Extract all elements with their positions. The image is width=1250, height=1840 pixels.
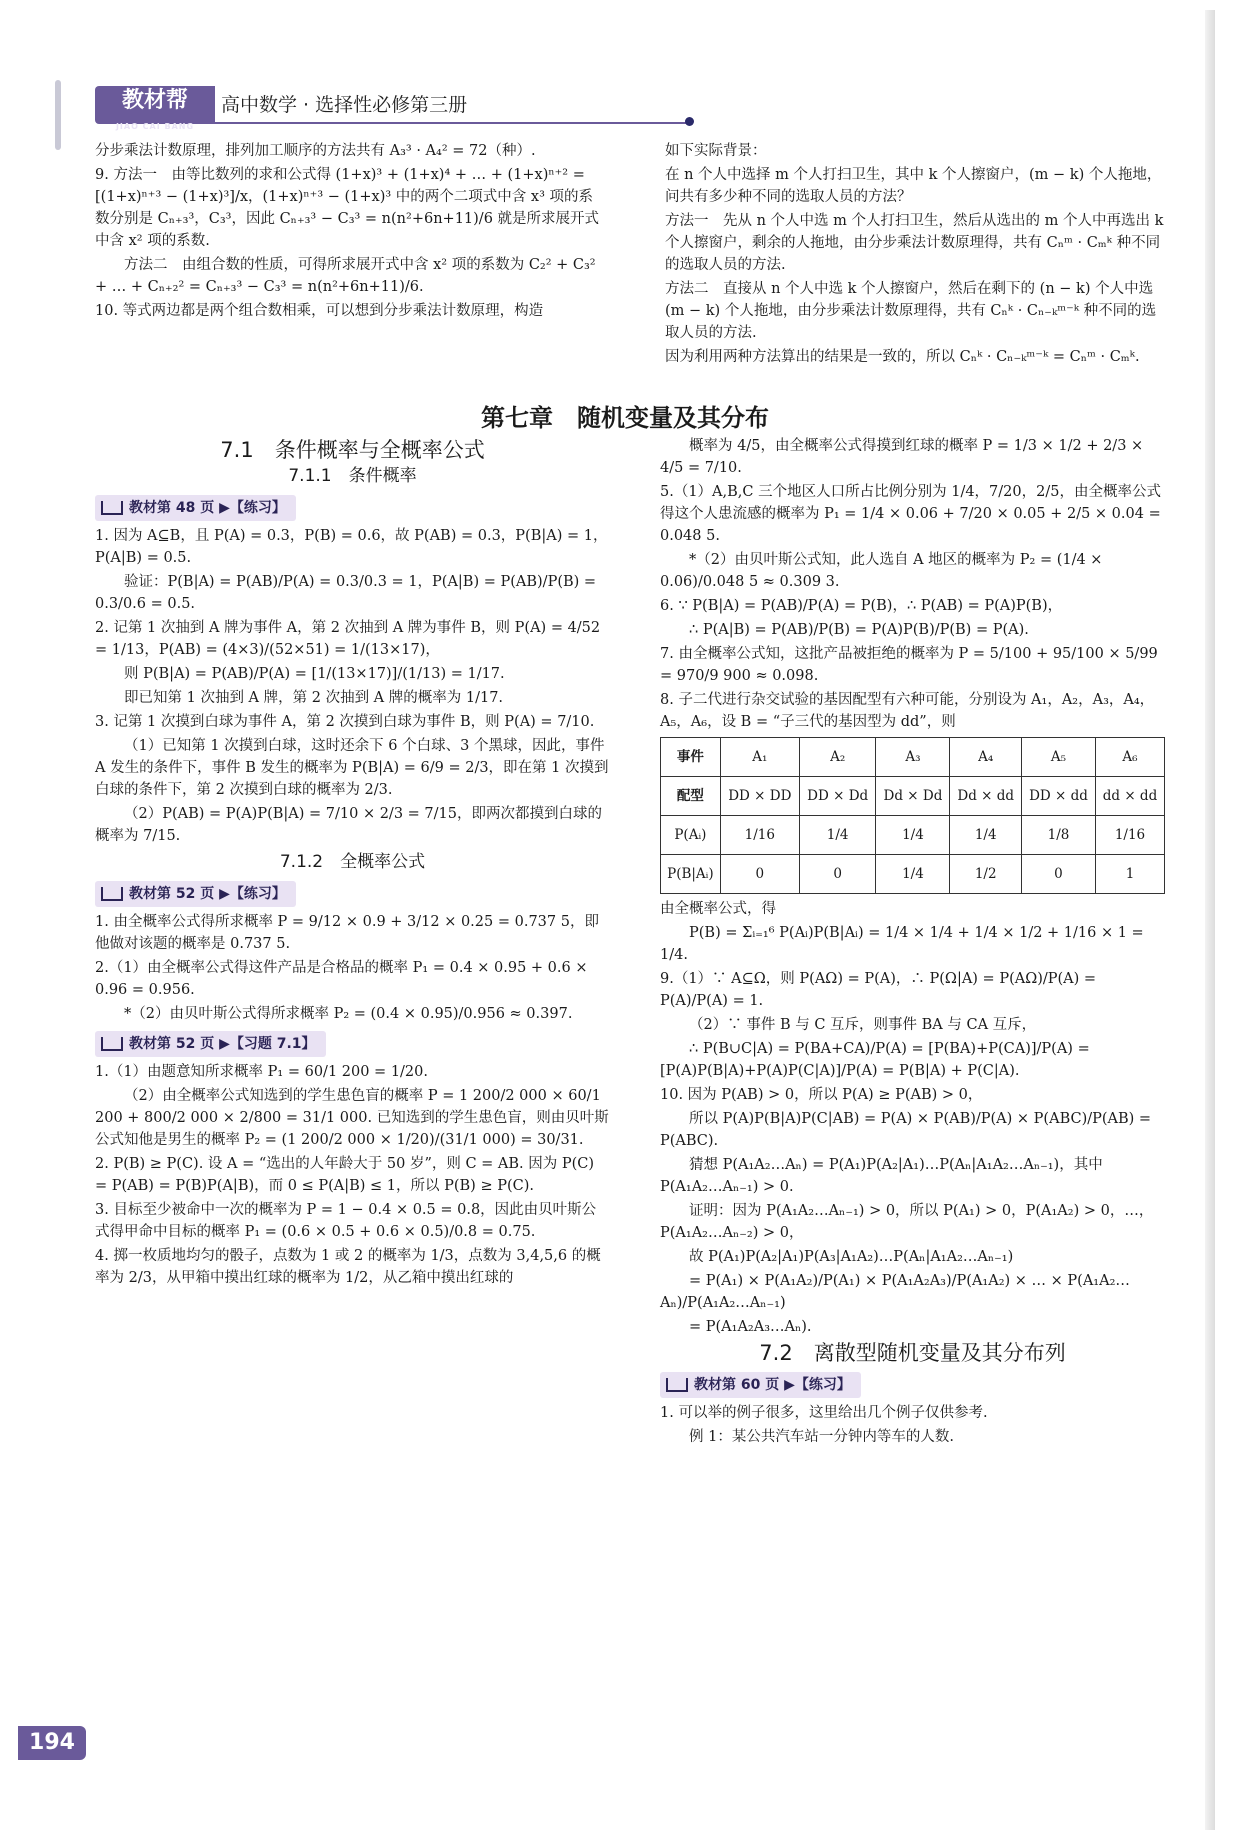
table-cell: 1/8 xyxy=(1021,816,1095,855)
table-header-cell: A₅ xyxy=(1021,738,1095,777)
answer-line: 验证：P(B|A) = P(AB)/P(A) = 0.3/0.3 = 1，P(A|B) = P(AB)/P(B) = 0.3/0.6 = 0.5. xyxy=(95,574,597,612)
section-7-1-2-title: 7.1.2 全概率公式 xyxy=(279,852,426,872)
table-cell: 0 xyxy=(799,855,876,894)
tag-label: 教材第 60 页 ▶【练习】 xyxy=(694,1377,851,1393)
page-spine-shadow xyxy=(1205,10,1215,1830)
answer-line: 概率为 4/5，由全概率公式得摸到红球的概率 P = 1/3 × 1/2 + 2/3 × 4/5 = 7/10. xyxy=(660,438,1144,476)
table-row xyxy=(661,777,1165,816)
answer-line: （1）已知第 1 次摸到白球，这时还余下 6 个白球、3 个黑球，因此，事件 A 发生的条件下，事件 B 发生的概率为 P(B|A) = 6/9 = 2/3，即在第 1 次摸到白球的条件下，第 2 次摸到白球的概率为 2/3. xyxy=(95,738,609,798)
table-row xyxy=(661,855,1165,894)
table-cell: 1/4 xyxy=(950,816,1022,855)
table-cell: 配型 xyxy=(661,777,721,816)
chapter-title: 第七章 随机变量及其分布 xyxy=(481,404,769,432)
table-cell: DD × DD xyxy=(720,777,799,816)
page-number: 194 xyxy=(18,1726,86,1760)
answer-line: 8. 子二代进行杂交试验的基因配型有六种可能，分别设为 A₁，A₂，A₃，A₄，A₅，A₆，设 B = “子三代的基因型为 dd”，则 xyxy=(660,692,1155,730)
book-icon xyxy=(101,887,123,901)
answer-line: 2. P(B) ≥ P(C). 设 A = “选出的人年龄大于 50 岁”，则 C = AB. 因为 P(C) = P(AB) = P(B)P(A|B)，而 0 ≤ P(A|B) ≤ 1，所以 P(B) ≥ P(C). xyxy=(95,1156,595,1194)
genotype-table xyxy=(660,737,1165,894)
table-cell: 1 xyxy=(1095,855,1164,894)
table-cell: 1/4 xyxy=(799,816,876,855)
book-icon xyxy=(101,501,123,515)
table-header-cell: A₃ xyxy=(876,738,950,777)
answer-line: （2）由全概率公式知选到的学生患色盲的概率 P = 1 200/2 000 × 60/1 200 + 800/2 000 × 2/800 = 31/1 000. 已知选到的学生患色盲，则由贝叶斯公式知他是男生的概率 P₂ = (1 200/2 000 × 1/20)/(31/1 000) = 30/31. xyxy=(95,1088,609,1148)
section-7-1-title: 7.1 条件概率与全概率公式 xyxy=(220,438,485,462)
answer-line: 1. 因为 A⊆B，且 P(A) = 0.3，P(B) = 0.6，故 P(AB) = 0.3，P(B|A) = 1，P(A|B) = 0.5. xyxy=(95,528,608,566)
book-title: 高中数学 · 选择性必修第三册 xyxy=(221,94,468,116)
table-cell: 1/4 xyxy=(876,855,950,894)
top-right-p4: 因为利用两种方法算出的结果是一致的，所以 Cₙᵏ · Cₙ₋ₖᵐ⁻ᵏ = Cₙᵐ · Cₘᵏ. xyxy=(665,349,1140,365)
answer-line: 4. 掷一枚质地均匀的骰子，点数为 1 或 2 的概率为 1/3，点数为 3,4,5,6 的概率为 2/3，从甲箱中摸出红球的概率为 1/2，从乙箱中摸出红球的 xyxy=(95,1248,601,1286)
answer-line: *（2）由贝叶斯公式知，此人选自 A 地区的概率为 P₂ = (1/4 × 0.06)/0.048 5 ≈ 0.309 3. xyxy=(660,552,1103,590)
table-header-cell: A₆ xyxy=(1095,738,1164,777)
table-cell: 1/16 xyxy=(720,816,799,855)
top-left-column xyxy=(95,140,605,324)
header-rule xyxy=(215,122,690,124)
table-cell: 1/16 xyxy=(1095,816,1164,855)
table-cell: P(Aᵢ) xyxy=(661,816,721,855)
section-7-2-title: 7.2 离散型随机变量及其分布列 xyxy=(759,1341,1066,1365)
answer-line: 2. 记第 1 次抽到 A 牌为事件 A，第 2 次抽到 A 牌为事件 B，则 P(A) = 4/52 = 1/13，P(AB) = (4×3)/(52×51) = 1/(13×17)， xyxy=(95,620,601,658)
answer-line: （2）∵ 事件 B 与 C 互斥，则事件 BA 与 CA 互斥， xyxy=(689,1017,1037,1033)
table-cell: dd × dd xyxy=(1095,777,1164,816)
book-icon xyxy=(101,1037,123,1051)
answer-line: ∴ P(A|B) = P(AB)/P(B) = P(A)P(B)/P(B) = P(A). xyxy=(689,622,1029,638)
tag-label: 教材第 52 页 ▶【习题 7.1】 xyxy=(129,1036,316,1052)
tag-label: 教材第 52 页 ▶【练习】 xyxy=(129,886,286,902)
answer-line: 3. 目标至少被命中一次的概率为 P = 1 − 0.4 × 0.5 = 0.8，因此由贝叶斯公式得甲命中目标的概率 P₁ = (0.6 × 0.5 + 0.6 × 0.5)/0.8 = 0.75. xyxy=(95,1202,597,1240)
top-right-p1: 在 n 个人中选择 m 个人打扫卫生，其中 k 个人擦窗户，(m − k) 个人拖地，问共有多少种不同的选取人员的方法？ xyxy=(665,167,1162,205)
table-cell: 0 xyxy=(1021,855,1095,894)
book-icon xyxy=(666,1378,688,1392)
answer-line: 7. 由全概率公式知，这批产品被拒绝的概率为 P = 5/100 + 95/100 × 5/99 = 970/9 900 ≈ 0.098. xyxy=(660,646,1158,684)
textbook-page-60-tag xyxy=(660,1372,861,1398)
answer-line: 证明：因为 P(A₁A₂…Aₙ₋₁) > 0，所以 P(A₁) > 0，P(A₁A₂) > 0，…，P(A₁A₂…Aₙ₋₂) > 0， xyxy=(660,1203,1154,1241)
table-cell: 1/4 xyxy=(876,816,950,855)
answer-line: 猜想 P(A₁A₂…Aₙ) = P(A₁)P(A₂|A₁)…P(Aₙ|A₁A₂…Aₙ₋₁)，其中 P(A₁A₂…Aₙ₋₁) > 0. xyxy=(660,1157,1103,1195)
textbook-page-52-exercise-tag xyxy=(95,1031,326,1057)
table-cell: DD × dd xyxy=(1021,777,1095,816)
textbook-page-52-tag xyxy=(95,881,296,907)
answer-line: 3. 记第 1 次摸到白球为事件 A，第 2 次摸到白球为事件 B，则 P(A) = 7/10. xyxy=(95,714,595,730)
answer-line: 1. 由全概率公式得所求概率 P = 9/12 × 0.9 + 3/12 × 0.25 = 0.737 5，即他做对该题的概率是 0.737 5. xyxy=(95,914,599,952)
tag-label: 教材第 48 页 ▶【练习】 xyxy=(129,500,286,516)
top-left-p1: 9. 方法一 由等比数列的求和公式得 (1+x)³ + (1+x)⁴ + … + (1+x)ⁿ⁺² = [(1+x)ⁿ⁺³ − (1+x)³]/x，(1+x)ⁿ⁺³ − (1+x)³ 中的两个二项式中含 x³ 项的系数分别是 Cₙ₊₃³，C₃³，因此 Cₙ₊₃³ − C₃³ = n(n²+6n+11)/6 就是所求展开式中含 x² 项的系数. xyxy=(95,167,600,249)
answer-line: ∴ P(B∪C|A) = P(BA+CA)/P(A) = [P(BA)+P(CA)]/P(A) = [P(A)P(B|A)+P(A)P(C|A)]/P(A) = P(B|A) + P(C|A). xyxy=(660,1041,1090,1079)
brand-name: 教材帮 xyxy=(121,88,188,113)
top-right-column xyxy=(665,140,1165,370)
answer-line: 例 1：某公共汽车站一分钟内等车的人数. xyxy=(689,1429,954,1445)
top-left-p0: 分步乘法计数原理，排列加工顺序的方法共有 A₃³ · A₄² = 72（种）. xyxy=(95,143,536,159)
table-cell: Dd × Dd xyxy=(876,777,950,816)
table-cell: Dd × dd xyxy=(950,777,1022,816)
table-header-cell: A₂ xyxy=(799,738,876,777)
table-cell: DD × Dd xyxy=(799,777,876,816)
page-header xyxy=(95,86,695,131)
header-dot xyxy=(685,117,694,126)
table-header-cell: A₁ xyxy=(720,738,799,777)
top-left-p2: 方法二 由组合数的性质，可得所求展开式中含 x² 项的系数为 C₂² + C₃² + … + Cₙ₊₂² = Cₙ₊₃³ − C₃³ = n(n²+6n+11)/6. xyxy=(95,257,596,295)
top-right-p0: 如下实际背景： xyxy=(665,143,767,159)
table-row xyxy=(661,816,1165,855)
answer-line: 所以 P(A)P(B|A)P(C|AB) = P(A) × P(AB)/P(A) × P(ABC)/P(AB) = P(ABC). xyxy=(660,1111,1152,1149)
top-right-p2: 方法一 先从 n 个人中选 m 个人打扫卫生，然后从选出的 m 个人中再选出 k 个人擦窗户，剩余的人拖地，由分步乘法计数原理得，共有 Cₙᵐ · Cₘᵏ 种不同的选取人员的方法. xyxy=(665,213,1164,273)
table-header-cell: 事件 xyxy=(661,738,721,777)
answer-line: 1. 可以举的例子很多，这里给出几个例子仅供参考. xyxy=(660,1405,988,1421)
table-cell: 0 xyxy=(720,855,799,894)
answer-line: = P(A₁A₂A₃…Aₙ). xyxy=(689,1319,812,1335)
answer-line: 1.（1）由题意知所求概率 P₁ = 60/1 200 = 1/20. xyxy=(95,1064,428,1080)
right-column xyxy=(660,435,1165,1450)
answer-line: *（2）由贝叶斯公式得所求概率 P₂ = (0.4 × 0.95)/0.956 ≈ 0.397. xyxy=(124,1006,573,1022)
top-right-p3: 方法二 直接从 n 个人中选 k 个人擦窗户，然后在剩下的 (n − k) 个人中选 (m − k) 个人拖地，由分步乘法计数原理得，共有 Cₙᵏ · Cₙ₋ₖᵐ⁻ᵏ 种不同的选取人员的方法. xyxy=(665,281,1157,341)
answer-line: 则 P(B|A) = P(AB)/P(A) = [1/(13×17)]/(1/13) = 1/17. xyxy=(124,666,505,682)
section-7-1-1-title: 7.1.1 条件概率 xyxy=(288,466,417,486)
answer-line: 由全概率公式，得 xyxy=(660,901,776,917)
brand-subtitle: JIAO CAI BANG xyxy=(115,122,195,131)
table-header-cell: A₄ xyxy=(950,738,1022,777)
answer-line: 6. ∵ P(B|A) = P(AB)/P(A) = P(B)，∴ P(AB) = P(A)P(B)， xyxy=(660,598,1063,614)
answer-line: 故 P(A₁)P(A₂|A₁)P(A₃|A₁A₂)…P(Aₙ|A₁A₂…Aₙ₋₁) xyxy=(689,1249,1014,1265)
answer-line: P(B) = Σᵢ₌₁⁶ P(Aᵢ)P(B|Aᵢ) = 1/4 × 1/4 + 1/4 × 1/2 + 1/16 × 1 = 1/4. xyxy=(660,925,1144,963)
textbook-page-48-tag xyxy=(95,495,296,521)
answer-line: 10. 因为 P(AB) > 0，所以 P(A) ≥ P(AB) > 0， xyxy=(660,1087,983,1103)
left-column xyxy=(95,435,610,1291)
answer-line: 9.（1）∵ A⊆Ω，则 P(AΩ) = P(A)，∴ P(Ω|A) = P(AΩ)/P(A) = P(A)/P(A) = 1. xyxy=(660,971,1097,1009)
answer-line: 即已知第 1 次抽到 A 牌，第 2 次抽到 A 牌的概率为 1/17. xyxy=(124,690,504,706)
bookmark-clip-icon xyxy=(55,80,61,150)
answer-line: 5.（1）A,B,C 三个地区人口所占比例分别为 1/4，7/20，2/5，由全概率公式得这个人患流感的概率为 P₁ = 1/4 × 0.06 + 7/20 × 0.05 + 2/5 × 0.04 = 0.048 5. xyxy=(660,484,1161,544)
answer-line: 2.（1）由全概率公式得这件产品是合格品的概率 P₁ = 0.4 × 0.95 + 0.6 × 0.96 = 0.956. xyxy=(95,960,588,998)
table-header-row xyxy=(661,738,1165,777)
brand-logo xyxy=(95,86,215,131)
table-cell: P(B|Aᵢ) xyxy=(661,855,721,894)
top-left-p3: 10. 等式两边都是两个组合数相乘，可以想到分步乘法计数原理，构造 xyxy=(95,303,544,319)
answer-line: （2）P(AB) = P(A)P(B|A) = 7/10 × 2/3 = 7/15，即两次都摸到白球的概率为 7/15. xyxy=(95,806,602,844)
answer-line: = P(A₁) × P(A₁A₂)/P(A₁) × P(A₁A₂A₃)/P(A₁A₂) × … × P(A₁A₂…Aₙ)/P(A₁A₂…Aₙ₋₁) xyxy=(660,1273,1130,1311)
table-cell: 1/2 xyxy=(950,855,1022,894)
